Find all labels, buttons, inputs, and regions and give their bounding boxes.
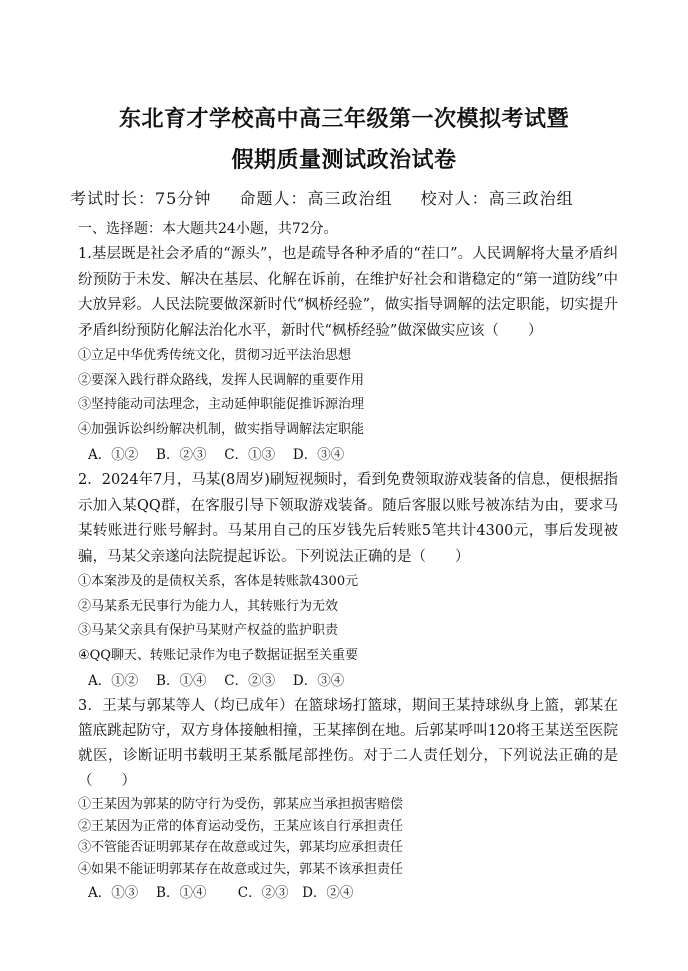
- question-option: ①王某因为郭某的防守行为受伤，郭某应当承担损害赔偿: [78, 797, 404, 812]
- question-stem: 3．王某与郭某等人（均已成年）在篮球场打篮球，期间王某持球纵身上篮，郭某在篮底跳起防守，双方身体接触相撞，王某摔倒在地。后郭某呼叫120将王某送至医院就医，诊断证明书载明王某系骶尾部挫伤。对于二人责任划分，下列说法正确的是（ ）: [78, 698, 618, 789]
- question-stem: 2．2024年7月，马某(8周岁)刷短视频时，看到免费领取游戏装备的信息，便根据指示加入某QQ群，在客服引导下领取游戏装备。随后客服以账号被冻结为由，要求马某转账进行账号解封。马某用自己的压岁钱先后转账5笔共计4300元，事后发现被骗，马某父亲遂向法院提起诉讼。下列说法正确的是（ ）: [78, 472, 618, 565]
- exam-duration: 考试时长：75分钟: [70, 189, 212, 208]
- exam-title-line2: 假期质量测试政治试卷: [231, 147, 457, 173]
- question-option: ①本案涉及的是债权关系，客体是转账款4300元: [78, 574, 359, 589]
- question-option: ③不管能否证明郭某存在故意或过失，郭某均应承担责任: [78, 840, 404, 855]
- question-stem: 1.基层既是社会矛盾的“源头”，也是疏导各种矛盾的“茬口”。人民调解将大量矛盾纠纷预防于未发、解决在基层、化解在诉前，在维护好社会和谐稳定的“第一道防线”中大放异彩。人民法院要做深新时代“枫桥经验”，做实指导调解的法定职能，切实提升矛盾纠纷预防化解法治化水平，新时代“枫桥经验”做深做实应该（ ）: [78, 246, 618, 339]
- question-option: ④QQ聊天、转账记录作为电子数据证据至关重要: [78, 647, 358, 663]
- question-option: ④加强诉讼纠纷解决机制，做实指导调解法定职能: [78, 421, 365, 437]
- question-option: ②要深入践行群众路线，发挥人民调解的重要作用: [78, 372, 365, 388]
- exam-meta: [70, 186, 670, 209]
- question-option: ②王某因为正常的体育运动受伤，王某应该自行承担责任: [78, 818, 404, 834]
- exam-proofreader: 校对人：高三政治组: [420, 189, 574, 208]
- exam-content: [78, 218, 618, 906]
- question-2: [78, 468, 618, 694]
- question-option: ①立足中华优秀传统文化，贯彻习近平法治思想: [78, 348, 352, 363]
- question-3: [78, 694, 618, 906]
- answer-choices: A．①③ B．①④ C．②③ D．②④: [88, 885, 354, 901]
- question-option: ②马某系无民事行为能力人，其转账行为无效: [78, 598, 339, 614]
- answer-choices: A．①② B．①④ C．②③ D．③④: [88, 673, 345, 689]
- exam-title-line1: 东北育才学校高中高三年级第一次模拟考试暨: [118, 106, 569, 132]
- question-option: ④如果不能证明郭某存在故意或过失，郭某不该承担责任: [78, 861, 404, 877]
- question-option: ③坚持能动司法理念，主动延伸职能促推诉源治理: [78, 397, 365, 412]
- section-heading: 一、选择题：本大题共24小题，共72分。: [78, 221, 338, 237]
- question-option: ③马某父亲具有保护马某财产权益的监护职责: [78, 623, 339, 638]
- answer-choices: A．①② B．②③ C．①③ D．③④: [88, 447, 345, 463]
- exam-author: 命题人：高三政治组: [239, 189, 393, 208]
- question-1: [78, 242, 618, 468]
